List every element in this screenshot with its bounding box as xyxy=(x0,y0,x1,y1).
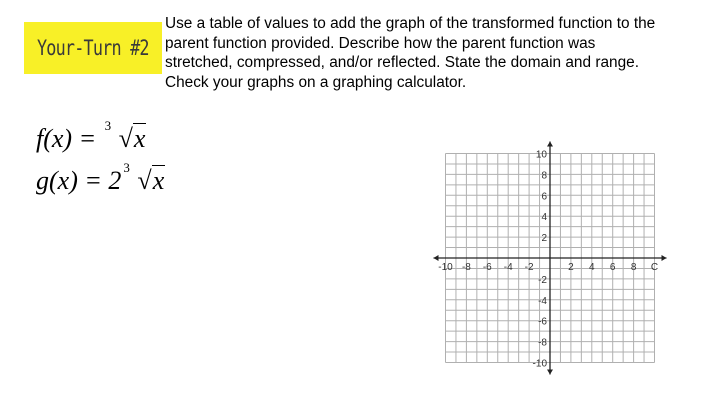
badge-label: Your-Turn #2 xyxy=(37,36,149,60)
y-tick-label: -6 xyxy=(538,316,547,328)
y-tick-label: -4 xyxy=(538,295,547,307)
equation-lhs: f(x) = xyxy=(36,124,103,153)
x-tick-label: -10 xyxy=(438,262,453,273)
y-tick-label: 8 xyxy=(541,170,547,182)
instructions-text: Use a table of values to add the graph of the transformed function to the parent function provided. Describe how the parent function was stretched, compressed, and/or reflected. State the domain and range. Check your graphs on a graphing calculator. xyxy=(165,15,656,91)
x-tick-label: C xyxy=(650,262,659,273)
radicand: x xyxy=(152,166,165,195)
root-index: 3 xyxy=(104,118,112,133)
radical-sign-icon: √ xyxy=(118,124,133,153)
x-tick-label: 6 xyxy=(609,262,616,273)
x-axis-arrow-right-icon xyxy=(662,255,667,261)
radicand: x xyxy=(133,124,146,153)
root-index: 3 xyxy=(123,160,130,175)
x-tick-label: -4 xyxy=(503,262,513,273)
y-tick-label: 10 xyxy=(535,149,547,161)
y-tick-label: 2 xyxy=(541,233,547,245)
radical-sign-icon: √ xyxy=(137,166,152,195)
equation-lhs: g(x) = 2 xyxy=(36,166,122,195)
y-tick-label: -10 xyxy=(532,358,547,370)
y-tick-label: -8 xyxy=(538,337,547,349)
x-tick-label: -8 xyxy=(461,262,471,273)
y-axis-arrow-up-icon xyxy=(547,142,553,147)
y-tick-label: 6 xyxy=(541,191,547,203)
x-tick-label: 4 xyxy=(589,262,595,273)
y-tick-label: 4 xyxy=(541,212,547,224)
x-tick-label: -6 xyxy=(482,262,492,273)
x-axis-arrow-left-icon xyxy=(434,255,439,261)
y-tick-label: -2 xyxy=(538,274,547,286)
y-axis-arrow-down-icon xyxy=(547,370,553,375)
x-tick-label: 2 xyxy=(568,262,574,273)
x-tick-label: -2 xyxy=(524,262,534,273)
x-tick-label: 8 xyxy=(630,262,637,273)
